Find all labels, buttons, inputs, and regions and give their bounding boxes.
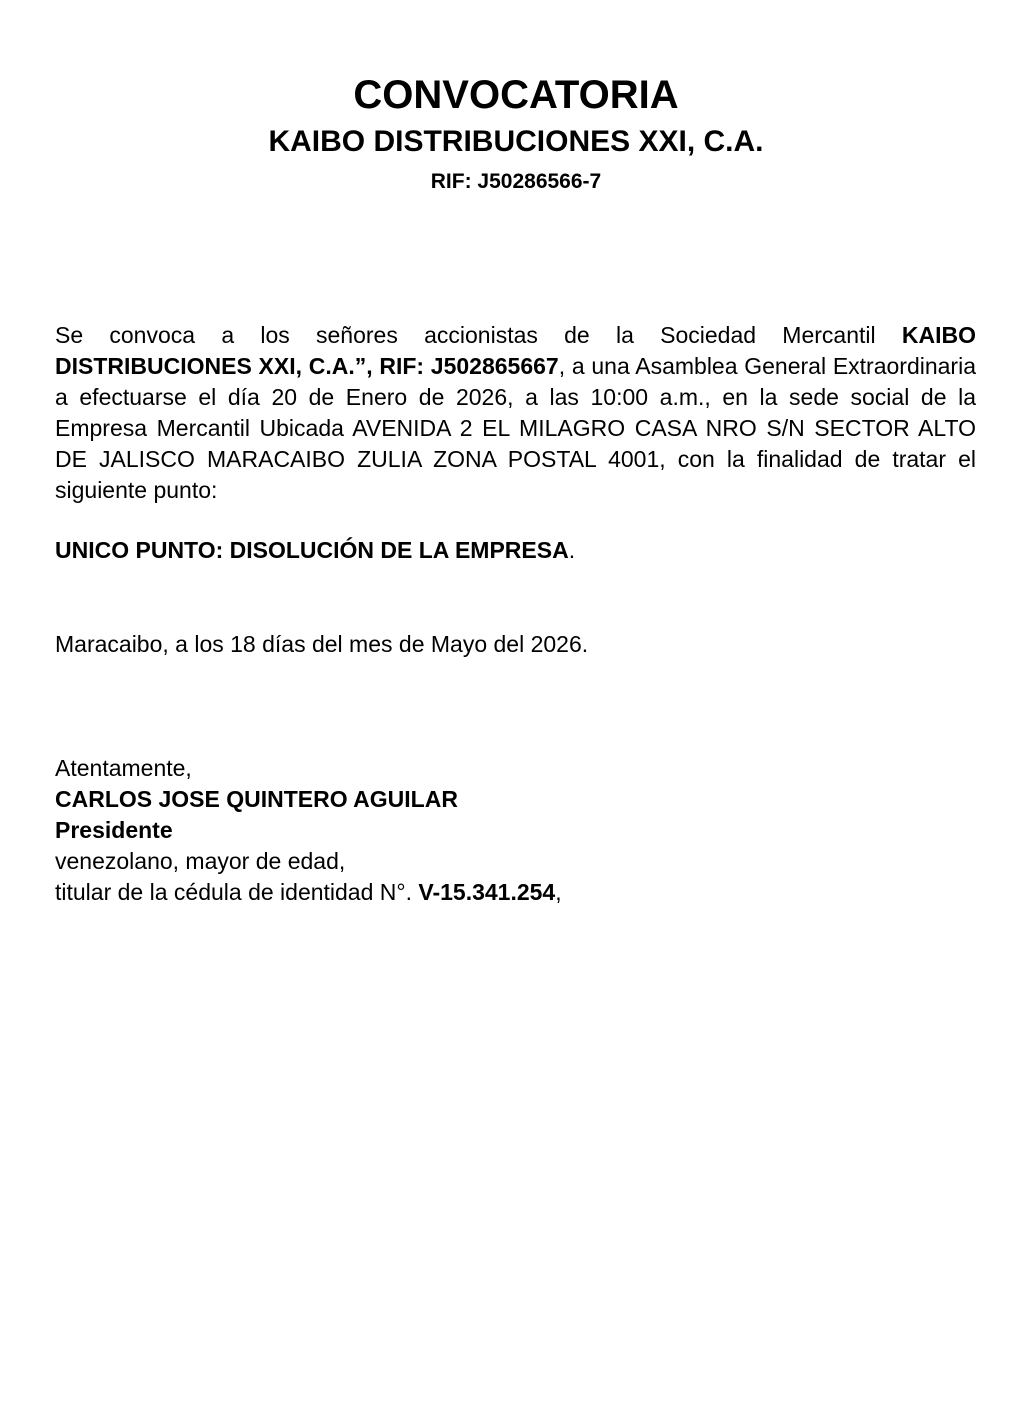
signatory-id-prefix: titular de la cédula de identidad N°. [55, 879, 419, 905]
convocation-details-text: , a una Asamblea General Extraordinaria a efectuarse el día 20 de Enero de 2026, a las 10:00 a.m., en la sede social de la Empresa Mercantil Ubicada AVENIDA 2 EL MILAGRO CASA NRO S/N SECTOR ALTO DE JALISCO MARACAIBO ZULIA ZONA POSTAL 4001, con la finalidad de tratar el siguiente punto: [55, 353, 976, 503]
convocation-intro-text: Se convoca a los señores accionistas de la Sociedad Mercantil [55, 322, 902, 348]
convocation-company-rif: KAIBO DISTRIBUCIONES XXI, C.A.”, RIF: J502865667 [55, 322, 976, 379]
signatory-id-number: V-15.341.254 [418, 879, 556, 905]
agenda-point [55, 535, 976, 566]
agenda-point-period: . [568, 537, 576, 563]
document-title: CONVOCATORIA [353, 73, 679, 117]
convocation-paragraph [55, 320, 976, 506]
signatory-id-line [55, 877, 976, 908]
agenda-point-text: UNICO PUNTO: DISOLUCIÓN DE LA EMPRESA [55, 537, 569, 563]
signatory-role: Presidente [55, 817, 173, 843]
place-and-date: Maracaibo, a los 18 días del mes de Mayo del 2026. [55, 631, 589, 657]
closing-salutation: Atentamente, [55, 755, 192, 781]
signatory-nationality: venezolano, mayor de edad, [55, 848, 346, 874]
signature-block [55, 753, 976, 908]
signatory-name: CARLOS JOSE QUINTERO AGUILAR [55, 786, 458, 812]
signatory-id-suffix: , [555, 879, 562, 905]
company-name-heading: KAIBO DISTRIBUCIONES XXI, C.A. [268, 125, 764, 158]
company-rif-heading: RIF: J50286566-7 [430, 170, 602, 193]
